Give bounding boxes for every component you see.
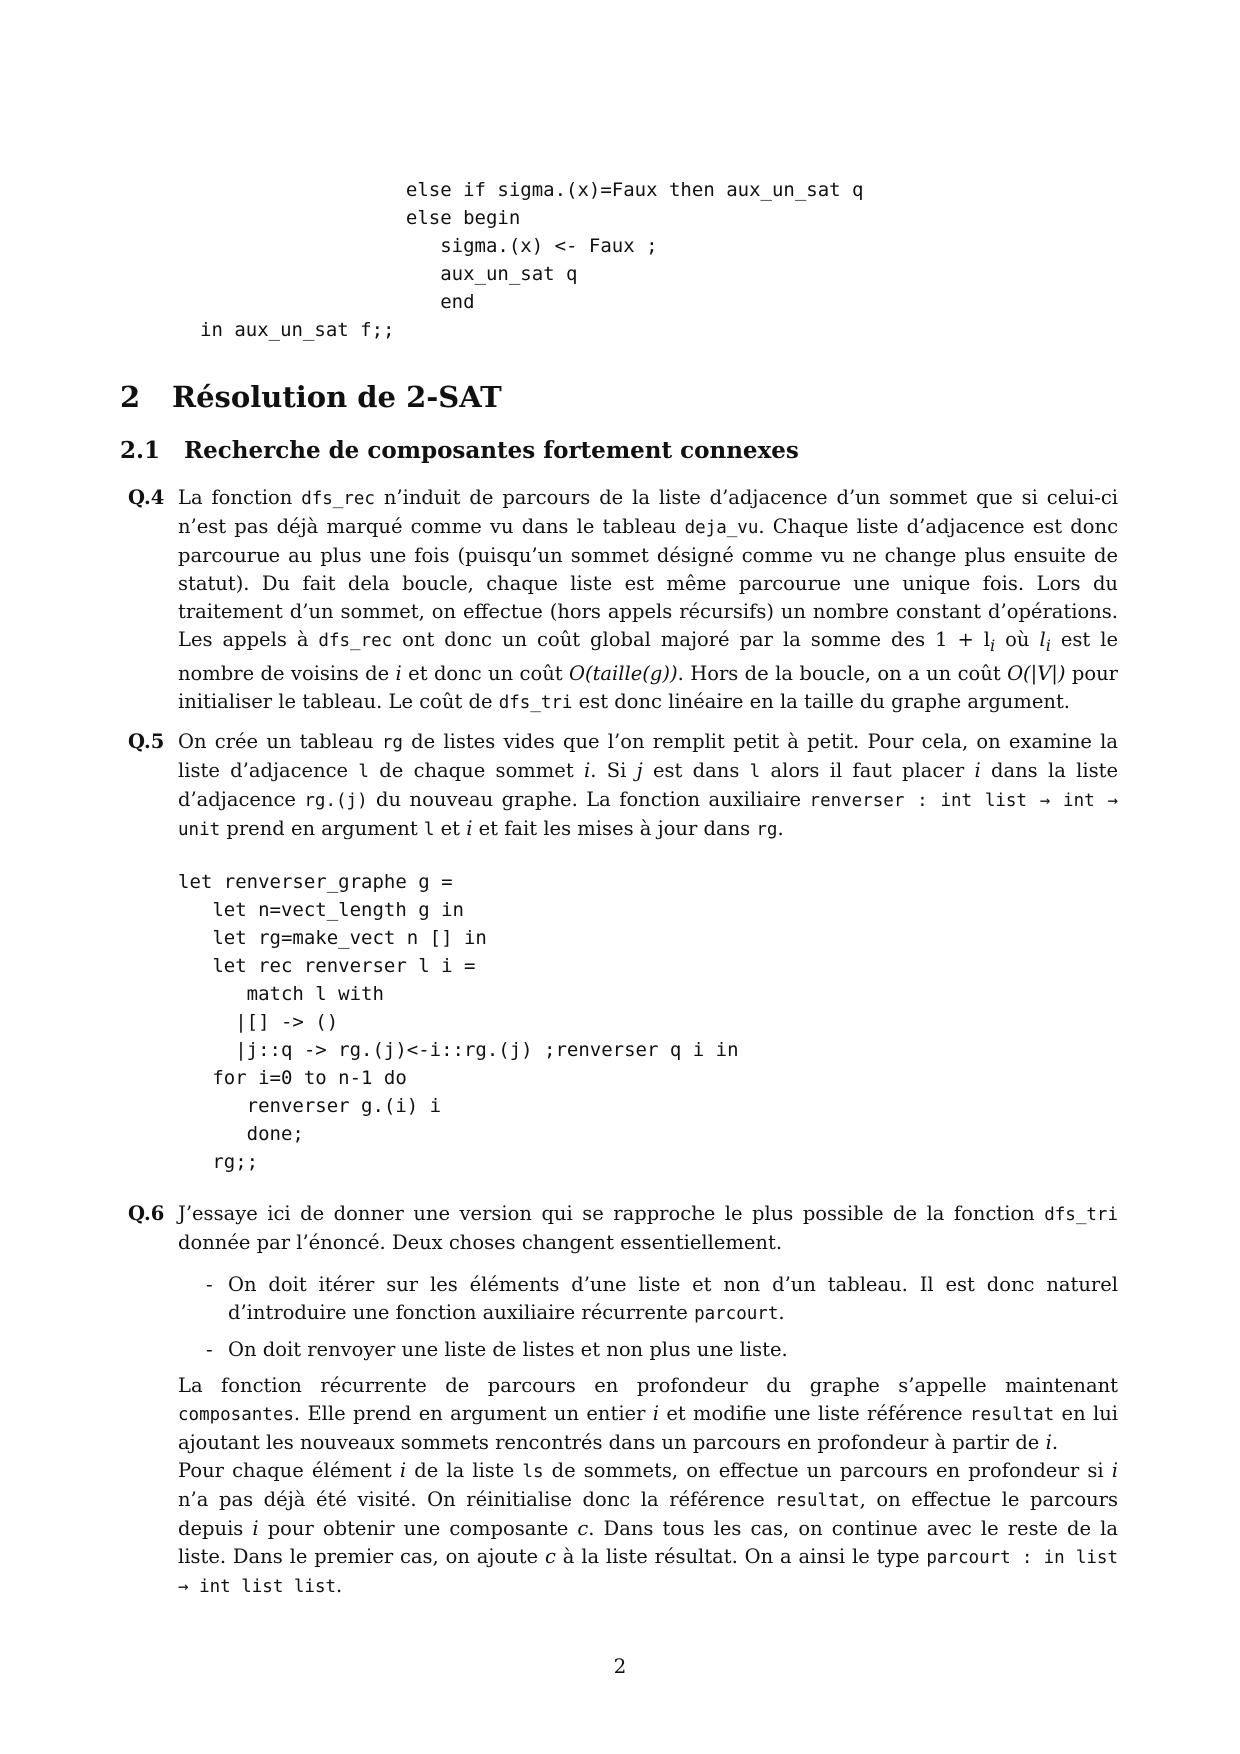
code-block-top (200, 176, 863, 344)
math: j (636, 759, 643, 782)
list-item: - On doit renvoyer une liste de listes et non plus une liste. (206, 1338, 788, 1361)
question-body: La fonction dfs_rec n’induit de parcours de la liste d’adjacence d’un sommet que si celui-ci n’est pas déjà marqué comme vu dans le tableau deja_vu. Chaque liste d’adjacence est donc parcourue au plus une fois (puisqu’un sommet désigné comme vu ne change plus ensuite de statut). Du fait dela boucle, chaque liste est même parcourue une unique fois. Lors du traitement d’un sommet, on effectue (hors appels récursifs) un nombre constant d’opérations. Les appels à dfs_rec ont donc un coût global majoré par la somme des $1 + l_i$ où $l_i$ est le nombre de voisins de i et donc un coût O(taille(g)). Hors de la boucle, on a un coût O(|V|) pour initialiser le tableau. Le coût de dfs_tri est donc linéaire en la taille du graphe argument. (178, 486, 1119, 713)
math: i (1045, 1431, 1052, 1454)
math: i (466, 817, 473, 840)
inline-code: resultat (775, 1491, 860, 1511)
inline-code: composantes (178, 1405, 294, 1425)
inline-code: parcourt : in list → int list list (178, 1548, 1118, 1597)
section-number: 2 (120, 380, 141, 414)
math: O(taille(g)) (569, 661, 678, 685)
math: $1 + l_i$ (935, 628, 996, 655)
list-item: - On doit itérer sur les éléments d’une liste et non d’un tableau. Il est donc naturel d’introduire une fonction auxiliaire récurrente parcourt. (206, 1273, 1118, 1324)
code-line: |j::q -> rg.(j)<-i::rg.(j) ;renverser q i in (178, 1039, 739, 1061)
subsection-title: Recherche de composantes fortement connexes (184, 437, 799, 464)
inline-code: resultat (969, 1405, 1055, 1425)
code-line: sigma.(x) <- Faux ; (200, 235, 658, 257)
math: i (399, 1459, 407, 1482)
code-line: rg;; (178, 1151, 259, 1173)
code-line: let n=vect_length g in (178, 899, 464, 921)
code-line: else begin (200, 207, 521, 229)
inline-code: dfs_rec (301, 489, 375, 509)
math: c (577, 1517, 589, 1540)
page-number: 2 (613, 1654, 627, 1678)
math: c (544, 1545, 556, 1568)
question-label: Q.4 (128, 486, 165, 509)
code-line: let renverser_graphe g = (178, 871, 453, 893)
question-label: Q.6 (128, 1202, 165, 1225)
question-q4 (128, 484, 1118, 717)
code-line: done; (178, 1123, 304, 1145)
math: i (1111, 1459, 1119, 1482)
inline-code: l (358, 762, 369, 782)
code-line: match l with (178, 983, 384, 1005)
code-line: renverser g.(i) i (178, 1095, 442, 1117)
code-line: in aux_un_sat f;; (200, 319, 395, 341)
question-q5 (128, 728, 1118, 844)
subsection-heading (120, 436, 799, 466)
inline-code: rg (756, 820, 778, 840)
section-heading (120, 378, 502, 416)
code-line: let rec renverser l i = (178, 955, 476, 977)
math: i (652, 1402, 659, 1425)
question-q6 (128, 1200, 1118, 1601)
inline-code: renverser : int list → int → unit (178, 791, 1118, 840)
inline-code: rg (381, 733, 403, 753)
math: i (974, 759, 981, 782)
inline-code: deja_vu (684, 518, 759, 538)
math: i (395, 661, 402, 685)
inline-code: dfs_tri (1044, 1205, 1118, 1225)
inline-code: parcourt (694, 1304, 779, 1324)
math: $l_i$ (1039, 628, 1051, 655)
question-label: Q.5 (128, 730, 165, 753)
code-line: |[] -> () (178, 1011, 339, 1033)
question-body: J’essaye ici de donner une version qui se rapproche le plus possible de la fonction dfs_tri donnée par l’énoncé. Deux choses changent essentiellement. - On doit itérer sur les éléments d’une liste et non d’un tableau. Il est donc naturel d’introduire une fonction auxiliaire récurrente parcourt. - On doit renvoyer une liste de listes et non plus une liste. La fonction récurrente de parcours en profondeur du graphe s’appelle maintenant composantes. Elle prend en argument un entier i et modifie une liste référence resultat en lui ajoutant les nouveaux sommets rencontrés dans un parcours en profondeur à partir de i. Pour chaque élément i de la liste ls de sommets, on effectue un parcours en profondeur si i n’a pas déjà été visité. On réinitialise donc la référence resultat, on effectue le parcours depuis i pour obtenir une composante c. Dans tous les cas, on continue avec le reste de la liste. Dans le premier cas, on ajoute c à la liste résultat. On a ainsi le type parcourt : in list → int list list. (178, 1202, 1119, 1597)
inline-code: ls (522, 1462, 544, 1482)
math: O(|V|) (1007, 661, 1066, 685)
code-line: for i=0 to n-1 do (178, 1067, 407, 1089)
inline-code: dfs_rec (318, 631, 393, 651)
math: i (252, 1517, 259, 1540)
question-body: On crée un tableau rg de listes vides que l’on remplit petit à petit. Pour cela, on examine la liste d’adjacence l de chaque sommet i. Si j est dans l alors il faut placer i dans la liste d’adjacence rg.(j) du nouveau graphe. La fonction auxiliaire renverser : int list → int → unit prend en argument l et i et fait les mises à jour dans rg. (178, 730, 1119, 840)
inline-code: l (423, 820, 435, 840)
code-line: end (200, 291, 475, 313)
code-line: aux_un_sat q (200, 263, 578, 285)
bullet-list (178, 1271, 1118, 1364)
code-line: let rg=make_vect n [] in (178, 927, 487, 949)
code-line: else if sigma.(x)=Faux then aux_un_sat q (200, 179, 864, 201)
code-block-renverser-graphe (178, 868, 739, 1176)
section-title: Résolution de 2-SAT (172, 380, 502, 414)
inline-code: rg.(j) (304, 791, 368, 811)
inline-code: dfs_tri (498, 692, 573, 713)
subsection-number: 2.1 (120, 437, 161, 464)
math: i (583, 759, 591, 782)
inline-code: l (749, 762, 761, 782)
